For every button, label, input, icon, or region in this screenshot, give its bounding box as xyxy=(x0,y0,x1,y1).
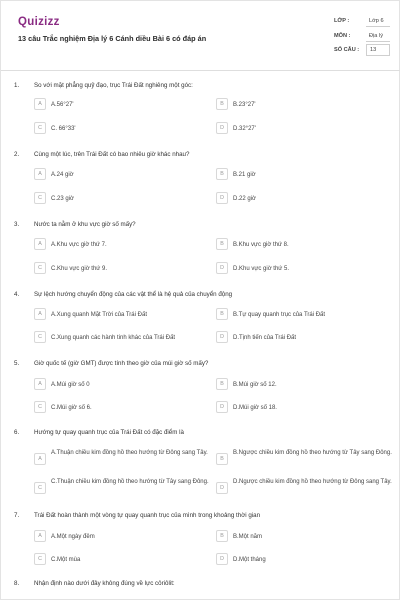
option-letter-c: C xyxy=(34,553,46,565)
option-text: D.Ngược chiều kim đồng hồ theo hướng từ Đông sang Tây. xyxy=(233,479,392,485)
option-text: A.Một ngày đêm xyxy=(51,534,95,540)
option-letter-c: C xyxy=(34,192,46,204)
option-text: A.56°27' xyxy=(51,102,74,108)
option-text: C.23 giờ xyxy=(51,196,74,202)
option-letter-b: B xyxy=(216,453,228,465)
option-letter-a: A xyxy=(34,530,46,542)
meta-subject-underline xyxy=(366,41,390,42)
option-text: A.24 giờ xyxy=(51,172,74,178)
meta-grade-label: LỚP : xyxy=(334,18,350,24)
option-letter-c: C xyxy=(34,482,46,494)
option-letter-a: A xyxy=(34,378,46,390)
question-text: Sự lệch hướng chuyển động của các vật thể là hệ quả của chuyển động xyxy=(34,291,233,298)
question-number: 8. xyxy=(14,580,20,587)
question-text: Trái Đất hoàn thành một vòng tự quay quanh trục của mình trong khoảng thời gian xyxy=(34,512,261,519)
option-letter-c: C xyxy=(34,331,46,343)
question-number: 7. xyxy=(14,512,20,519)
option-letter-b: B xyxy=(216,530,228,542)
option-text: D.22 giờ xyxy=(233,196,256,202)
option-text: B.Một năm xyxy=(233,534,263,540)
question-text: Cùng một lúc, trên Trái Đất có bao nhiêu giờ khác nhau? xyxy=(34,151,190,158)
option-letter-d: D xyxy=(216,401,228,413)
option-letter-d: D xyxy=(216,192,228,204)
option-text: C.Múi giờ số 6. xyxy=(51,405,92,411)
meta-grade-underline xyxy=(366,26,390,27)
option-letter-d: D xyxy=(216,482,228,494)
meta-subject-value: Địa lý xyxy=(369,33,383,39)
question-text: Giờ quốc tế (giờ GMT) được tính theo giờ của múi giờ số mấy? xyxy=(34,360,209,367)
option-letter-d: D xyxy=(216,262,228,274)
option-letter-d: D xyxy=(216,122,228,134)
question-number: 6. xyxy=(14,429,20,436)
question-text: So với mặt phẳng quỹ đạo, trục Trái Đất nghiêng một góc: xyxy=(34,82,193,89)
meta-grade-value: Lớp 6 xyxy=(369,18,384,24)
option-letter-b: B xyxy=(216,168,228,180)
option-letter-c: C xyxy=(34,122,46,134)
option-letter-c: C xyxy=(34,401,46,413)
option-text: D.32°27' xyxy=(233,126,256,132)
option-letter-d: D xyxy=(216,553,228,565)
option-letter-a: A xyxy=(34,98,46,110)
meta-grade xyxy=(334,15,390,27)
option-text: D.Một tháng xyxy=(233,557,266,563)
option-text: D.Tịnh tiến của Trái Đất xyxy=(233,335,297,341)
option-text: D.Khu vực giờ thứ 5. xyxy=(233,266,289,272)
question-number: 5. xyxy=(14,360,20,367)
option-letter-b: B xyxy=(216,378,228,390)
question-text: Nhận định nào dưới đây không đúng về lực côriôlit: xyxy=(34,580,175,587)
meta-count-label: SỐ CÂU : xyxy=(334,47,360,53)
question-text: Hướng tự quay quanh trục của Trái Đất có đặc điểm là xyxy=(34,429,184,436)
option-text: B.Ngược chiều kim đồng hồ theo hướng từ Tây sang Đông. xyxy=(233,450,392,456)
option-letter-a: A xyxy=(34,238,46,250)
option-letter-b: B xyxy=(216,308,228,320)
option-text: B.21 giờ xyxy=(233,172,256,178)
option-text: C.Một mùa xyxy=(51,557,81,563)
meta-subject xyxy=(334,30,390,42)
question-number: 2. xyxy=(14,151,20,158)
option-letter-c: C xyxy=(34,262,46,274)
option-letter-a: A xyxy=(34,168,46,180)
meta-question-count xyxy=(334,44,390,56)
option-text: B.Múi giờ số 12. xyxy=(233,382,277,388)
option-text: B.Tự quay quanh trục của Trái Đất xyxy=(233,312,326,318)
question-number: 1. xyxy=(14,82,20,89)
option-letter-a: A xyxy=(34,453,46,465)
meta-count-value: 13 xyxy=(370,47,377,53)
option-text: A.Thuận chiều kim đồng hồ theo hướng từ Đông sang Tây. xyxy=(51,450,208,456)
option-text: B.23°27' xyxy=(233,102,256,108)
option-text: A.Xung quanh Mặt Trời của Trái Đất xyxy=(51,312,147,318)
quizizz-logo: Quizizz xyxy=(18,16,60,28)
worksheet-header xyxy=(1,1,400,69)
option-text: A.Khu vực giờ thứ 7. xyxy=(51,242,107,248)
worksheet-title: 13 câu Trắc nghiệm Địa lý 6 Cánh diều Bài 6 có đáp án xyxy=(18,34,207,43)
option-text: B.Khu vực giờ thứ 8. xyxy=(233,242,289,248)
question-text: Nước ta nằm ở khu vực giờ số mấy? xyxy=(34,221,136,228)
option-text: D.Múi giờ số 18. xyxy=(233,405,277,411)
option-text: C.Thuận chiều kim đồng hồ theo hướng từ Tây sang Đông. xyxy=(51,479,209,485)
option-text: C.Xung quanh các hành tinh khác của Trái Đất xyxy=(51,335,176,341)
header-divider xyxy=(1,70,400,71)
option-text: C. 66°33' xyxy=(51,126,76,132)
option-text: A.Múi giờ số 0 xyxy=(51,382,90,388)
question-number: 4. xyxy=(14,291,20,298)
option-letter-d: D xyxy=(216,331,228,343)
question-number: 3. xyxy=(14,221,20,228)
meta-subject-label: MÔN : xyxy=(334,33,351,39)
option-letter-b: B xyxy=(216,98,228,110)
option-letter-a: A xyxy=(34,308,46,320)
option-letter-b: B xyxy=(216,238,228,250)
option-text: C.Khu vực giờ thứ 9. xyxy=(51,266,107,272)
